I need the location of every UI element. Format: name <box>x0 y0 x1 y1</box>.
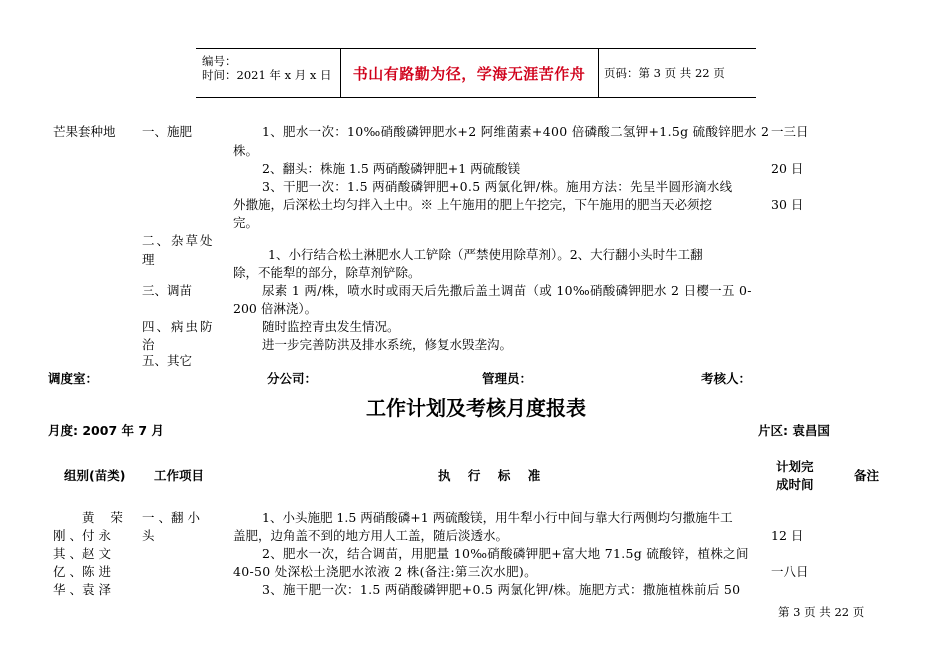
names-line-3: 其 、赵 文 <box>53 546 111 561</box>
item1-line4: 3、干肥一次：1.5 两硝酸磷钾肥+0.5 两氯化钾/株。施用方法：先呈半圆形滴水线 <box>262 179 733 194</box>
item3-line2: 200 倍淋浇）。 <box>233 301 318 316</box>
names-line-4: 亿 、陈 进 <box>53 564 111 579</box>
header-motto-cell <box>340 49 599 97</box>
item1-line5: 外撒施，后深松土均匀拌入土中。※ 上午施用的肥上午挖完，下午施用的肥当天必须挖 <box>233 197 712 212</box>
item3-label: 三、调苗 <box>142 283 193 298</box>
header-page-label: 页码：第 3 页 共 22 页 <box>604 66 725 80</box>
header-page-cell <box>598 49 756 97</box>
item1-label: 一、施肥 <box>142 124 193 139</box>
table-item-label-b: 头 <box>142 528 155 543</box>
table-line5: 3、施干肥一次：1.5 两硝酸磷钾肥+0.5 两氯化钾/株。施肥方式：撒施植株前后 50 <box>262 582 741 597</box>
item1-time2: 20 日 <box>771 161 804 176</box>
table-line4: 40-50 处深松土浇肥水浓液 2 株(备注:第三次水肥)。 <box>233 564 537 579</box>
report-month: 月度: 2007 年 7 月 <box>48 423 164 438</box>
manager-label: 管理员： <box>482 371 533 386</box>
names-line-5: 华 、袁 泽 <box>53 582 111 597</box>
item1-time3: 30 日 <box>771 197 804 212</box>
header-meta <box>196 49 341 97</box>
item2-line1: 1、小行结合松土淋肥水人工铲除（严禁使用除草剂）。2、大行翻小头时牛工翻 <box>268 247 703 262</box>
table-line2: 盖肥，边角盖不到的地方用人工盖，随后淡透水。 <box>233 528 509 543</box>
item3-line1: 尿素 1 两/株，喷水时或雨天后先撒后盖土调苗（或 10‰硝酸磷钾肥水 2 日樱一五 0- <box>262 283 752 298</box>
assessor-label: 考核人： <box>701 371 752 386</box>
item1-line6: 完。 <box>233 215 259 230</box>
item1-line1: 1、肥水一次：10‰硝酸磷钾肥水+2 阿维菌素+400 倍磷酸二氢钾+1.5g 硫酸锌肥水 2 <box>262 124 770 139</box>
col-group: 组别(苗类) <box>64 468 126 483</box>
item5-label: 五、其它 <box>142 353 193 368</box>
number-label: 编号： <box>202 54 237 68</box>
table-line3: 2、肥水一次，结合调苗，用肥量 10‰硝酸磷钾肥+富大地 71.5g 硫酸锌，植株之间 <box>262 546 749 561</box>
item1-line2: 株。 <box>233 143 259 158</box>
item1-line3: 2、翻头：株施 1.5 两硝酸磷钾肥+1 两硫酸镁 <box>262 161 521 176</box>
item2-label-b: 理 <box>142 252 155 267</box>
footer-page: 第 3 页 共 22 页 <box>778 605 865 619</box>
time-label: 时间：2021 年 x 月 x 日 <box>202 68 332 82</box>
report-title: 工作计划及考核月度报表 <box>366 396 586 420</box>
item2-label-a: 二、杂草处 <box>142 233 215 248</box>
item4-label-a: 四、病虫防 <box>142 319 215 334</box>
header-motto: 书山有路勤为径，学海无涯苦作舟 <box>352 64 586 83</box>
col-time-a: 计划完 <box>776 459 814 474</box>
page-header <box>196 48 756 98</box>
item4-line1: 随时监控青虫发生情况。 <box>262 319 400 334</box>
item2-line2: 除，不能犁的部分，除草剂铲除。 <box>233 265 421 280</box>
col-standard: 执 行 标 准 <box>438 468 541 483</box>
item4-label-b: 治 <box>142 337 155 352</box>
col-time-b: 成时间 <box>776 477 814 492</box>
table-line1: 1、小头施肥 1.5 两硝酸磷+1 两硫酸镁，用牛犁小行中间与靠大行两侧均匀撒施牛工 <box>262 510 733 525</box>
branch-label: 分公司： <box>267 371 318 386</box>
table-time1: 12 日 <box>771 528 804 543</box>
table-time2: 一八日 <box>771 564 809 579</box>
names-line-1: 黄 荣 <box>82 510 123 525</box>
col-item: 工作项目 <box>154 468 205 483</box>
item4-line2: 进一步完善防洪及排水系统，修复水毁垄沟。 <box>262 337 513 352</box>
names-line-2: 刚 、付 永 <box>53 528 111 543</box>
dispatch-label: 调度室： <box>48 371 99 386</box>
report-district: 片区: 袁昌国 <box>758 423 830 438</box>
table-item-label-a: 一 、翻 小 <box>142 510 200 525</box>
col-note: 备注 <box>854 468 880 483</box>
item1-time1: 一三日 <box>771 124 809 139</box>
group-label: 芒果套种地 <box>53 124 116 139</box>
